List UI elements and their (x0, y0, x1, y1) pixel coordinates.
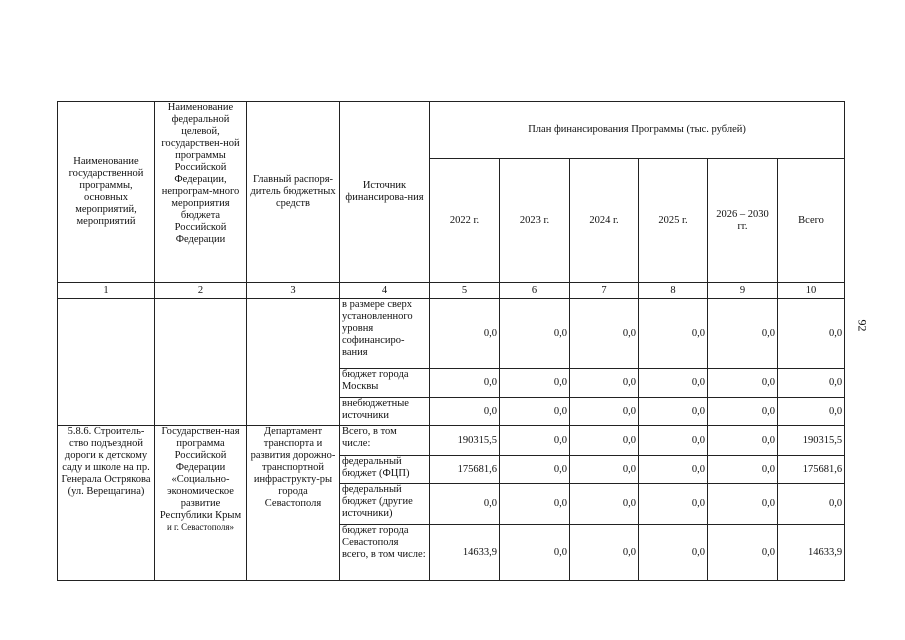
header-program-name: Наименование государственной программы, основных мероприятий, мероприятий (58, 102, 155, 283)
value-cell: 0,0 (570, 369, 639, 398)
header-funding-source: Источник финансирова-ния (340, 102, 430, 283)
value-cell: 0,0 (708, 369, 778, 398)
header-year-2022: 2022 г. (430, 159, 500, 283)
value-cell: 0,0 (708, 484, 778, 525)
value-cell: 0,0 (708, 426, 778, 456)
value-cell: 0,0 (639, 484, 708, 525)
col-number: 1 (58, 283, 155, 299)
value-cell: 0,0 (500, 426, 570, 456)
value-cell: 0,0 (570, 299, 639, 369)
value-cell: 0,0 (639, 525, 708, 581)
value-cell: 14633,9 (430, 525, 500, 581)
value-cell: 0,0 (708, 525, 778, 581)
page-number: 92 (855, 319, 870, 332)
header-year-2023: 2023 г. (500, 159, 570, 283)
col-number: 2 (155, 283, 247, 299)
value-cell: 0,0 (500, 369, 570, 398)
value-cell: 190315,5 (430, 426, 500, 456)
value-cell: 0,0 (500, 525, 570, 581)
empty-cell (155, 299, 247, 426)
funding-source-cell: федеральный бюджет (другие источники) (340, 484, 430, 525)
col-number: 6 (500, 283, 570, 299)
header-year-2025: 2025 г. (639, 159, 708, 283)
value-cell: 0,0 (570, 456, 639, 484)
value-cell: 0,0 (430, 398, 500, 426)
col-number: 7 (570, 283, 639, 299)
funding-source-cell: внебюджетные источники (340, 398, 430, 426)
header-financing-plan: План финансирования Программы (тыс. рублей) (430, 102, 845, 159)
col-number: 3 (247, 283, 340, 299)
value-cell: 0,0 (778, 299, 845, 369)
value-cell: 0,0 (778, 369, 845, 398)
col-number: 8 (639, 283, 708, 299)
value-cell: 0,0 (778, 484, 845, 525)
value-cell: 0,0 (500, 484, 570, 525)
col-number: 10 (778, 283, 845, 299)
value-cell: 0,0 (639, 299, 708, 369)
value-cell: 0,0 (570, 398, 639, 426)
funding-source-cell: бюджет города Москвы (340, 369, 430, 398)
value-cell: 0,0 (708, 456, 778, 484)
funding-source-cell: федеральный бюджет (ФЦП) (340, 456, 430, 484)
empty-cell (58, 299, 155, 426)
federal-program-tail: и г. Севастополя» (166, 522, 235, 532)
value-cell: 175681,6 (778, 456, 845, 484)
value-cell: 14633,9 (778, 525, 845, 581)
funding-source-cell: бюджет города Севастополя всего, в том числе: (340, 525, 430, 581)
measure-name: 5.8.6. Строитель-ство подъездной дороги к детскому саду и школе на пр. Генерала Острякова (ул. Верещагина) (58, 426, 155, 581)
value-cell: 0,0 (708, 398, 778, 426)
funding-source-cell: Всего, в том числе: (340, 426, 430, 456)
funding-source-cell: в размере сверх установленного уровня софинансиро-вания (340, 299, 430, 369)
header-year-2024: 2024 г. (570, 159, 639, 283)
federal-program-name: Государствен-ная программа Российской Федерации «Социально-экономическое развитие Республики Крым и г. Севастополя» (155, 426, 247, 581)
value-cell: 0,0 (500, 299, 570, 369)
value-cell: 0,0 (639, 369, 708, 398)
header-federal-program: Наименование федеральной целевой, государствен-ной программы Российской Федерации, непрограм-много мероприятия бюджета Российской Федерации (155, 102, 247, 283)
budget-manager-name: Департамент транспорта и развития дорожно-транспортной инфраструкту-ры города Севастополя (247, 426, 340, 581)
col-number: 5 (430, 283, 500, 299)
value-cell: 0,0 (570, 426, 639, 456)
header-year-2026-2030: 2026 – 2030 гг. (708, 159, 778, 283)
value-cell: 0,0 (430, 484, 500, 525)
value-cell: 0,0 (500, 398, 570, 426)
value-cell: 0,0 (708, 299, 778, 369)
header-total: Всего (778, 159, 845, 283)
empty-cell (247, 299, 340, 426)
financing-table (57, 101, 845, 581)
value-cell: 0,0 (500, 456, 570, 484)
value-cell: 0,0 (570, 525, 639, 581)
table-row (58, 426, 845, 456)
value-cell: 0,0 (639, 398, 708, 426)
col-number: 9 (708, 283, 778, 299)
value-cell: 0,0 (639, 426, 708, 456)
col-number: 4 (340, 283, 430, 299)
value-cell: 0,0 (570, 484, 639, 525)
value-cell: 0,0 (430, 299, 500, 369)
table-row (58, 299, 845, 369)
value-cell: 0,0 (639, 456, 708, 484)
value-cell: 175681,6 (430, 456, 500, 484)
header-budget-manager: Главный распоря-дитель бюджетных средств (247, 102, 340, 283)
value-cell: 0,0 (778, 398, 845, 426)
value-cell: 190315,5 (778, 426, 845, 456)
value-cell: 0,0 (430, 369, 500, 398)
